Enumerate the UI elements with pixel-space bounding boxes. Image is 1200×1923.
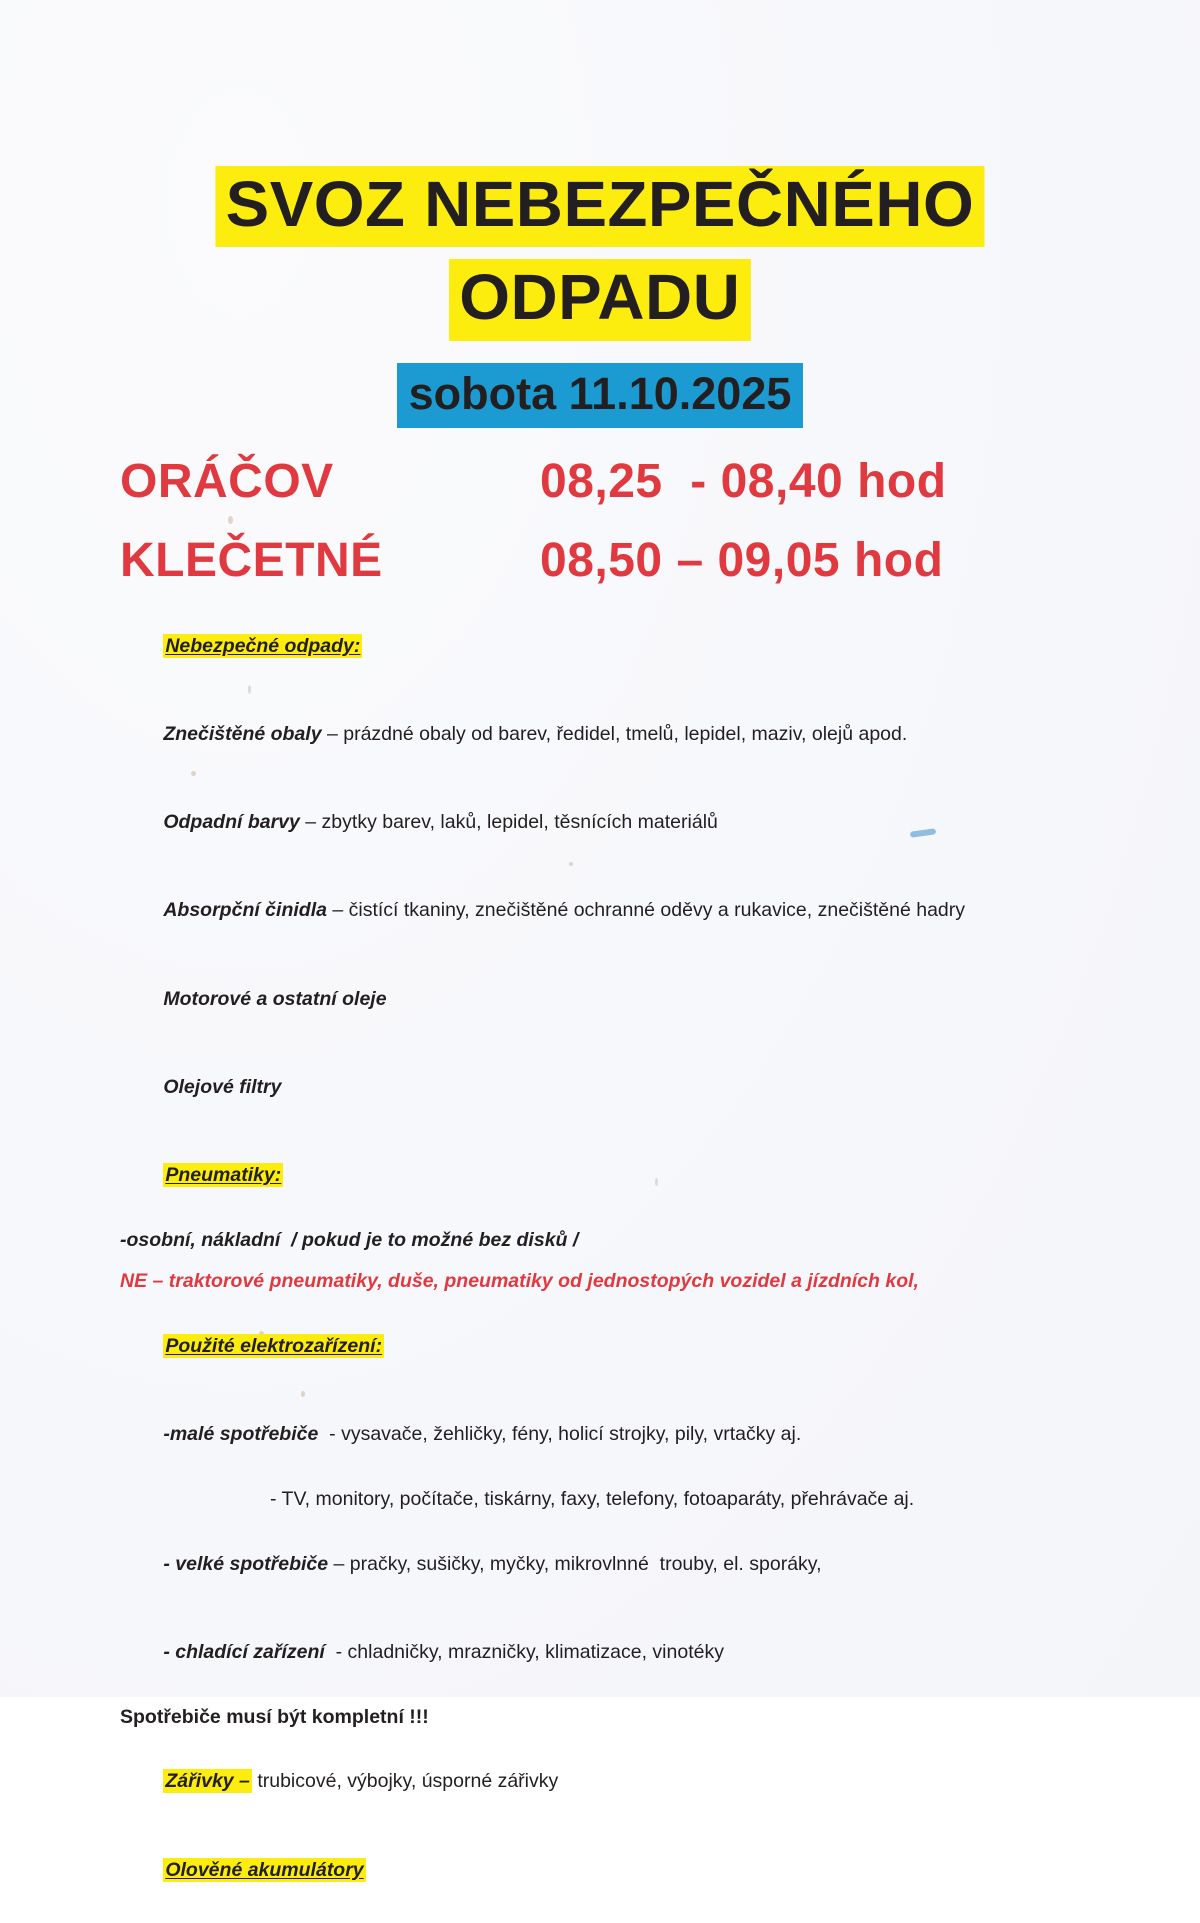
title-line-2 — [0, 259, 1200, 340]
schedule-place: ORÁČOV — [120, 454, 334, 508]
item-desc: - vysavače, žehličky, fény, holicí strojky, pily, vrtačky aj. — [318, 1423, 802, 1446]
schedule-place: KLEČETNÉ — [120, 533, 383, 587]
event-date — [0, 363, 1200, 428]
list-item — [120, 876, 1170, 946]
item-desc: – prázdné obaly od barev, ředidel, tmelů, lepidel, maziv, olejů apod. — [321, 723, 908, 746]
list-item — [120, 1052, 1170, 1122]
item-desc: – zbytky barev, laků, lepidel, těsnících materiálů — [299, 811, 718, 834]
item-term: Motorové a ostatní oleje — [163, 987, 387, 1010]
electro-large-line — [120, 1529, 1170, 1599]
schedule-time: 08,50 – 09,05 hod — [540, 533, 944, 587]
tyres-excluded: NE – traktorové pneumatiky, duše, pneumatiky od jednostopých vozidel a jízdních kol, — [120, 1270, 919, 1293]
item-term: Olejové filtry — [163, 1075, 282, 1098]
schedule-list — [0, 454, 1200, 588]
lamps-term: Zářivky – — [165, 1770, 250, 1793]
hazardous-heading: Nebezpečné odpady: — [165, 634, 361, 657]
electro-heading-line — [120, 1312, 1170, 1382]
electro-it-line: - TV, monitory, počítače, tiskárny, faxy, telefony, fotoaparáty, přehrávače aj. — [270, 1487, 915, 1510]
tyres-heading-line — [120, 1141, 1170, 1211]
item-term: - velké spotřebiče — [163, 1552, 329, 1575]
item-term: Odpadní barvy — [163, 811, 300, 834]
tyres-heading: Pneumatiky: — [165, 1163, 282, 1186]
lamps-line — [120, 1747, 1170, 1817]
title-text-1: SVOZ NEBEZPEČNÉHO — [215, 166, 984, 247]
item-desc: - chladničky, mrazničky, klimatizace, vinotéky — [324, 1640, 724, 1663]
event-date-text: sobota 11.10.2025 — [397, 363, 804, 428]
electro-note: Spotřebiče musí být kompletní !!! — [120, 1705, 429, 1728]
electro-heading: Použité elektrozařízení: — [165, 1334, 383, 1357]
lamps-desc: trubicové, výbojky, úsporné zářivky — [251, 1770, 559, 1793]
list-item — [120, 964, 1170, 1034]
item-term: Absorpční činidla — [163, 899, 327, 922]
schedule-row — [120, 454, 1160, 509]
list-item — [120, 788, 1170, 858]
batteries-term: Olověné akumulátory — [165, 1858, 364, 1881]
hazardous-heading-line — [120, 612, 1170, 682]
list-item — [120, 700, 1170, 770]
item-term: -malé spotřebiče — [163, 1423, 319, 1446]
item-term: Znečištěné obaly — [163, 723, 322, 746]
schedule-time: 08,25 - 08,40 hod — [540, 454, 947, 508]
schedule-row — [120, 533, 1160, 588]
title-line-1 — [0, 166, 1200, 247]
tyres-allowed: -osobní, nákladní / pokud je to možné bez disků / — [120, 1228, 579, 1251]
item-desc: – čistící tkaniny, znečištěné ochranné oděvy a rukavice, znečištěné hadry — [326, 899, 966, 922]
item-desc: – pračky, sušičky, myčky, mikrovlnné trouby, el. sporáky, — [328, 1552, 822, 1575]
poster-title — [0, 166, 1200, 341]
electro-small-line — [120, 1400, 1170, 1470]
electro-cooling-line — [120, 1617, 1170, 1687]
title-text-2: ODPADU — [449, 259, 751, 340]
waste-details — [0, 612, 1200, 1906]
batteries-line — [120, 1835, 1170, 1905]
item-term: - chladící zařízení — [163, 1640, 325, 1663]
